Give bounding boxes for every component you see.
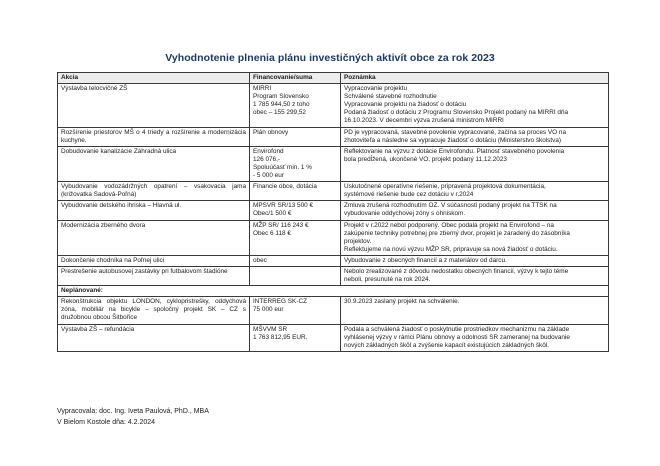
note-line: Podaná žiadosť o dotáciu z Programu Slovensko Projekt podaný na MIRRI dňa — [344, 109, 569, 117]
financing-line: MPSVR SR/13 500 € — [253, 202, 314, 210]
note-line: Podala a schválená žiadosť o poskytnutie prostriedkov mechanizmu na základe — [344, 325, 570, 333]
cell-financing — [250, 84, 341, 127]
table-row — [58, 324, 609, 351]
cell-note — [341, 255, 609, 266]
financing-line: Spoluúčasť min. 1 % — [253, 163, 312, 171]
section-label-unplanned: Neplánované: — [58, 286, 609, 297]
financing-line: Obec 6 118 € — [253, 229, 291, 237]
table-row — [58, 220, 609, 255]
financing-line: Financie obce, dotácia — [253, 183, 317, 191]
cell-note — [341, 297, 609, 324]
cell-action: Modernizácia zberného dvora — [58, 220, 250, 255]
note-line: Zmluva zrušená rozhodnutím OZ. V súčasnosti podaný projekt na TTSK na — [344, 202, 557, 210]
cell-note — [341, 324, 609, 351]
prepared-by: Vypracovala: doc. Ing. Iveta Paulová, PhD., MBA — [57, 408, 209, 415]
financing-line: MŽP SR/ 116 243 € — [253, 221, 309, 229]
cell-action: Dokončenie chodníka na Poľnej ulici — [58, 255, 250, 266]
cell-note — [341, 182, 609, 201]
cell-financing — [250, 182, 341, 201]
table-row — [58, 266, 609, 285]
note-line: 16.10.2023. V decembri výzva zrušená ministrom MIRRI — [344, 117, 504, 125]
header-action: Akcia — [58, 73, 250, 84]
table-body — [58, 84, 609, 352]
financing-line: Obec/1 500 € — [253, 210, 292, 218]
financing-line: 75 000 eur — [253, 306, 284, 314]
financing-line: MIRRI — [253, 85, 272, 93]
note-line: systémové riešenie bude cez dotáciu v r.2024 — [344, 191, 474, 199]
cell-note — [341, 266, 609, 285]
section-row — [58, 286, 609, 297]
note-line: vyhlásenej výzvy v rámci Plánu obnovy a odolnosti SR zameranej na budovanie — [344, 333, 570, 341]
cell-financing — [250, 146, 341, 181]
cell-financing — [250, 201, 341, 220]
note-line: Vybudovanie z obecných financií a z materiálov od darcu. — [344, 256, 507, 264]
document-title: Vyhodnotenie plnenia plánu investičných aktivít obce za rok 2023 — [165, 52, 495, 64]
cell-financing — [250, 324, 341, 351]
cell-financing — [250, 127, 341, 146]
table-row — [58, 201, 609, 220]
cell-note — [341, 146, 609, 181]
note-line: bola predĺžená, ukončené VO, projekt podaný 11.12.2023 — [344, 155, 507, 163]
cell-financing — [250, 297, 341, 324]
cell-action: Výstavba telocvičné ZŠ — [58, 84, 250, 127]
document-footer — [57, 406, 209, 428]
note-line: vybudovanie oddychovej zóny s ohniskom. — [344, 210, 466, 218]
cell-note — [341, 127, 609, 146]
note-line: Schválené stavebné rozhodnutie — [344, 93, 437, 101]
cell-financing — [250, 220, 341, 255]
cell-action: Prestrešenie autobusovej zastávky pri futbalovom štadióne — [58, 266, 250, 285]
note-line: zhotoviteľa a následne sa vypracuje žiadosť o dotáciu (Ministerstvo školstva) — [344, 136, 562, 144]
financing-line: Envirofond — [253, 147, 284, 155]
cell-note — [341, 201, 609, 220]
cell-financing — [250, 255, 341, 266]
cell-action: Rekonštrukcia objektu LONDON, cyklopristrešky, oddychová zóna, mobiliár na bicykle – spoločný projekt SK – CZ s družobnou obcou Šitbořice — [58, 297, 250, 324]
cell-action: Výstavba ZŠ – refundácia — [58, 324, 250, 351]
note-line: Nebolo zrealizované z dôvodu nedostatku obecných financií, výzvy k tejto téme — [344, 267, 569, 275]
note-line: 30.9.2023 zaslaný projekt na schválenie. — [344, 298, 460, 306]
table-row — [58, 182, 609, 201]
cell-action: Rozšírenie priestorov MŠ o 4 triedy a rozšírenie a modernizácia kuchyne. — [58, 127, 250, 146]
cell-action: Vybudovanie vodozádržných opatrení – vsakovacia jama (križovatka Sadová-Poľná) — [58, 182, 250, 201]
financing-line: INTERREG SK-CZ — [253, 298, 307, 306]
cell-action: Vybudovanie detského ihriska – Hlavná ul. — [58, 201, 250, 220]
note-line: Reflektovanie na výzvu z dotácie Envirofondu. Platnosť stavebného povolenia — [344, 147, 565, 155]
note-line: projektov. — [344, 237, 372, 245]
table-row — [58, 297, 609, 324]
note-line: Vypracovanie projektu — [344, 85, 407, 93]
cell-action: Dobudovanie kanalizácie Záhradná ulica — [58, 146, 250, 181]
financing-line: - 5 000 eur — [253, 172, 284, 180]
note-line: zakúpenie techniky potrebnej pre zberný dvor, projekt je zaradený do zásobníka — [344, 229, 570, 237]
table-row — [58, 255, 609, 266]
note-line: Vypracovanie projektu na žiadosť o dotáciu — [344, 101, 467, 109]
note-line: neboli, presunuté na rok 2024. — [344, 276, 431, 284]
note-line: Reflektujeme na novú výzvu MŽP SR, pripravuje sa nová žiadosť o dotáciu. — [344, 245, 558, 253]
financing-line: 1 785 944,50 z toho — [253, 101, 310, 109]
financing-line: obec – 155 299,52 — [253, 109, 306, 117]
place-date: V Bielom Kostole dňa: 4.2.2024 — [57, 419, 156, 426]
note-line: nových základných škôl a zvýšenie kapacít existujúcich základných škôl. — [344, 341, 549, 349]
header-financing: Financovanie/suma — [250, 73, 341, 84]
financing-line: Plán obnovy — [253, 128, 289, 136]
financing-line: obec — [253, 256, 267, 264]
table-row — [58, 127, 609, 146]
table-header-row — [58, 73, 609, 84]
note-line: Projekt v r.2022 nebol podporený. Obec podala projekt na Envirofond – na — [344, 221, 554, 229]
financing-line: 126 076,- — [253, 155, 281, 163]
note-line: PD je vypracovaná, stavebné povolenie vypracované, začína sa proces VO na — [344, 128, 567, 136]
investment-table — [57, 72, 609, 352]
cell-financing — [250, 266, 341, 285]
table-row — [58, 84, 609, 127]
table-row — [58, 146, 609, 181]
financing-line: Program Slovensko — [253, 93, 309, 101]
cell-note — [341, 84, 609, 127]
note-line: Uskutočnené operatívne riešenie, pripravená projektová dokumentácia, — [344, 183, 546, 191]
financing-line: 1 763 812,95 EUR. — [253, 333, 308, 341]
financing-line: MŠVVM SR — [253, 325, 288, 333]
header-note: Poznámka — [341, 73, 609, 84]
cell-note — [341, 220, 609, 255]
